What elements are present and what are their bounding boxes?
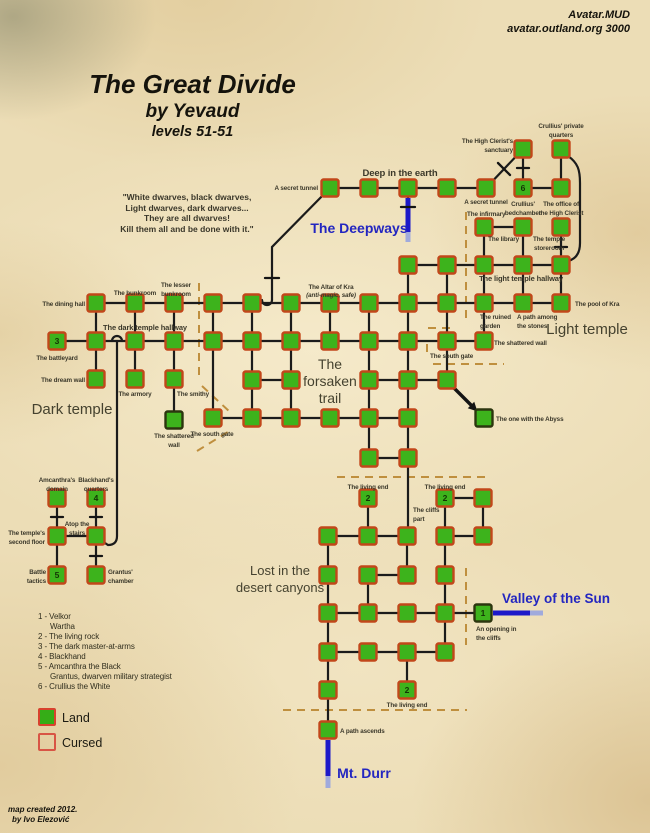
legend-entry: 6 - Crullius the White <box>38 682 111 691</box>
map-label: quarters <box>83 486 109 493</box>
room <box>478 180 495 197</box>
room <box>283 410 300 427</box>
quote-line: They are all dwarves! <box>144 213 230 223</box>
map-label: The dining hall <box>42 301 85 308</box>
land-swatch <box>38 708 56 726</box>
room <box>437 644 454 661</box>
room <box>400 295 417 312</box>
room <box>361 295 378 312</box>
map-label: the cliffs <box>476 635 501 642</box>
room <box>360 528 377 545</box>
room <box>360 605 377 622</box>
room <box>320 644 337 661</box>
room <box>88 528 105 545</box>
room <box>322 333 339 350</box>
flavor-quote <box>77 192 297 234</box>
map-label: Light temple <box>546 321 628 338</box>
room <box>283 372 300 389</box>
room <box>515 219 532 236</box>
map-label: The High Clerist's <box>461 138 513 145</box>
header <box>507 8 630 36</box>
map-label: A secret tunnel <box>464 199 508 206</box>
room <box>88 333 105 350</box>
map-label: Dark temple <box>31 401 113 418</box>
room <box>283 333 300 350</box>
map-label: The lesser <box>161 282 191 289</box>
room-number: 2 <box>365 493 371 503</box>
room <box>166 412 183 429</box>
credit-line: map created 2012. <box>8 805 78 814</box>
room <box>515 141 532 158</box>
map-label: chamber <box>108 578 134 585</box>
map-label: garden <box>480 323 501 330</box>
map-label: The living end <box>386 702 428 709</box>
map-label: the stones <box>517 323 548 330</box>
room <box>360 644 377 661</box>
map-label: wall <box>168 442 180 449</box>
room <box>400 372 417 389</box>
room-number: 2 <box>404 685 410 695</box>
map-label: The temple <box>532 236 566 243</box>
room-number: 3 <box>54 336 60 346</box>
room <box>475 490 492 507</box>
map-label: The south gate <box>190 431 234 438</box>
legend-entry: 5 - Amcanthra the Black <box>38 662 121 671</box>
map-label: desert canyons <box>235 580 325 595</box>
room <box>437 567 454 584</box>
map-label: quarters <box>548 132 574 139</box>
room <box>320 682 337 699</box>
map-label: Mt. Durr <box>337 765 391 781</box>
legend-entry: 1 - Velkor <box>38 612 71 621</box>
room <box>476 257 493 274</box>
map-label: stairs <box>68 530 86 537</box>
room <box>399 567 416 584</box>
map-label: the High Clerist <box>538 210 584 217</box>
map-label: The Altar of Kra <box>308 284 354 291</box>
room <box>439 180 456 197</box>
map-label: The battleyard <box>36 355 78 362</box>
room <box>553 180 570 197</box>
map-label: The office of <box>543 201 579 208</box>
room-number: 2 <box>442 493 448 503</box>
map-label: domain <box>46 486 68 493</box>
map-label: The shattered <box>154 433 194 440</box>
room <box>399 644 416 661</box>
room <box>437 528 454 545</box>
legend-entry: 4 - Blackhand <box>38 652 86 661</box>
credit <box>8 805 77 825</box>
legend-entry: 3 - The dark master-at-arms <box>38 642 135 651</box>
corridor-curve <box>568 156 580 261</box>
map-label: The cliffs <box>413 507 440 514</box>
legend-entry: 2 - The living rock <box>38 632 100 641</box>
room <box>361 333 378 350</box>
room <box>244 372 261 389</box>
one-way-arrow <box>453 387 471 405</box>
map-label: Amcanthra's <box>38 477 76 484</box>
level-range: levels 51-51 <box>151 124 234 140</box>
corridor-curve <box>105 341 117 545</box>
map-label: The armory <box>118 391 152 398</box>
map-label: The <box>317 356 343 372</box>
room <box>127 371 144 388</box>
room <box>283 295 300 312</box>
title-block <box>60 70 325 141</box>
map-label: The south gate <box>430 353 474 360</box>
room <box>49 528 66 545</box>
room <box>400 257 417 274</box>
room <box>476 219 493 236</box>
cursed-swatch <box>38 733 56 751</box>
map-label: Atop the <box>64 521 90 528</box>
map-label: (anti-magic, safe) <box>306 292 356 299</box>
room <box>439 295 456 312</box>
room-number: 1 <box>480 608 486 618</box>
map-label: Deep in the earth <box>362 168 438 179</box>
room <box>361 410 378 427</box>
quote-line: Kill them all and be done with it." <box>120 223 254 234</box>
map-label: A path ascends <box>340 728 385 735</box>
room <box>361 450 378 467</box>
map-label: The ruined <box>480 314 511 321</box>
room <box>400 410 417 427</box>
room <box>322 180 339 197</box>
map-label: Battle <box>29 569 46 576</box>
room <box>399 528 416 545</box>
map-label: The infirmary <box>467 211 506 218</box>
quote-line: Light dwarves, dark dwarves... <box>125 202 249 213</box>
room <box>476 295 493 312</box>
room <box>244 295 261 312</box>
room <box>400 450 417 467</box>
legend-entry: Grantus, dwarven military strategist <box>50 672 172 681</box>
map-label: Lost in the <box>250 563 310 578</box>
map-label: Crullius' private <box>538 123 584 130</box>
map-label: part <box>413 516 425 523</box>
room <box>400 180 417 197</box>
room <box>515 295 532 312</box>
room <box>476 333 493 350</box>
room <box>127 333 144 350</box>
map-label: An opening in <box>476 626 517 633</box>
map-author: by Yevaud <box>145 101 240 122</box>
room-number: 4 <box>93 493 99 503</box>
map-label: The smithy <box>177 391 210 398</box>
room <box>361 180 378 197</box>
map-label: The living end <box>347 484 389 491</box>
room <box>88 295 105 312</box>
map-label: storeroom <box>533 245 565 252</box>
room <box>244 410 261 427</box>
map-label: The Deepways <box>310 220 408 236</box>
room <box>439 333 456 350</box>
room <box>244 333 261 350</box>
room <box>320 528 337 545</box>
room <box>88 371 105 388</box>
credit-line: by Ivo Elezović <box>12 815 70 824</box>
room <box>476 410 493 427</box>
map-label: The pool of Kra <box>575 301 620 308</box>
map-label: trail <box>318 390 342 406</box>
room-number: 5 <box>54 570 60 580</box>
room <box>166 371 183 388</box>
room <box>475 528 492 545</box>
room <box>127 295 144 312</box>
map-label: The living end <box>424 484 466 491</box>
room <box>437 605 454 622</box>
room <box>515 257 532 274</box>
map-label: bedchamber <box>504 210 542 217</box>
room <box>360 567 377 584</box>
room <box>400 333 417 350</box>
cursed-label: Cursed <box>62 736 103 750</box>
map-label: Grantus' <box>108 569 133 576</box>
map-label: The shattered wall <box>494 340 547 347</box>
room <box>553 257 570 274</box>
land-label: Land <box>62 711 90 725</box>
map-label: forsaken <box>303 373 357 389</box>
room-number: 6 <box>520 183 526 193</box>
site-name: Avatar.MUD <box>568 9 630 21</box>
map-label: The temple's <box>8 530 45 537</box>
map-label: The bunkroom <box>113 290 157 297</box>
map-label: second floor <box>8 539 45 546</box>
map-label: sanctuary <box>484 147 513 154</box>
room <box>322 410 339 427</box>
legend-entry: Wartha <box>50 622 75 631</box>
room <box>205 333 222 350</box>
page-title: The Great Divide <box>89 69 296 99</box>
legend-list <box>38 612 172 692</box>
room <box>205 410 222 427</box>
map-label: A path among <box>517 314 558 321</box>
map-label: The library <box>488 236 519 243</box>
room <box>166 333 183 350</box>
map-label: Crullius' <box>511 201 535 208</box>
quote-line: "White dwarves, black dwarves, <box>122 192 252 202</box>
room <box>205 295 222 312</box>
room <box>553 295 570 312</box>
room <box>439 257 456 274</box>
map-label: The light temple hallway <box>479 274 563 283</box>
map-label: Valley of the Sun <box>501 591 611 606</box>
map-label: The dark temple hallway <box>103 323 187 332</box>
map-label: tactics <box>26 578 46 585</box>
room <box>361 372 378 389</box>
room <box>320 722 337 739</box>
map-label: The one with the Abyss <box>496 416 564 423</box>
room <box>320 605 337 622</box>
room <box>399 605 416 622</box>
room <box>88 567 105 584</box>
room <box>439 372 456 389</box>
room <box>553 141 570 158</box>
room <box>553 219 570 236</box>
map-label: A secret tunnel <box>274 185 318 192</box>
site-address: avatar.outland.org 3000 <box>507 23 630 35</box>
map-label: The dream wall <box>41 377 85 384</box>
map-label: Blackhand's <box>78 477 114 484</box>
map-label: bunkroom <box>161 291 191 298</box>
